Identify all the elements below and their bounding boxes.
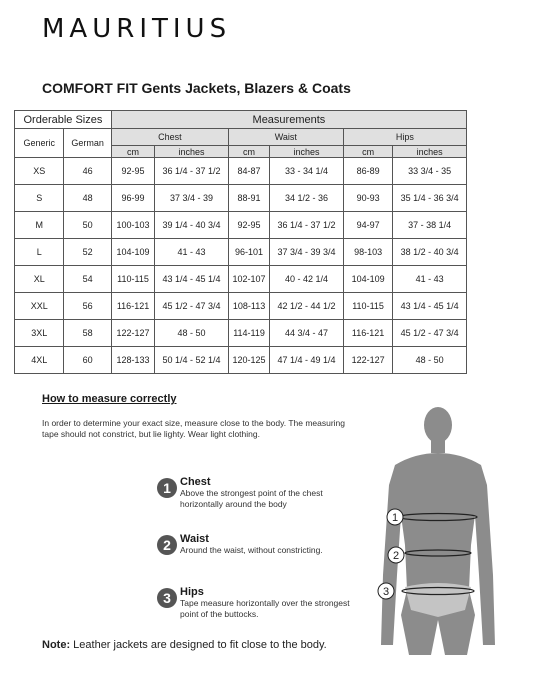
table-cell: XXL bbox=[15, 293, 64, 320]
waist-marker-label: 2 bbox=[392, 550, 400, 562]
table-cell: 116-121 bbox=[343, 320, 392, 347]
table-cell: XL bbox=[15, 266, 64, 293]
table-cell: 35 1/4 - 36 3/4 bbox=[393, 185, 467, 212]
table-cell: 41 - 43 bbox=[393, 266, 467, 293]
table-cell: 56 bbox=[64, 293, 111, 320]
table-cell: 42 1/2 - 44 1/2 bbox=[270, 293, 344, 320]
table-cell: 37 - 38 1/4 bbox=[393, 212, 467, 239]
german-header: German bbox=[64, 129, 111, 158]
table-cell: 96-101 bbox=[228, 239, 269, 266]
table-cell: 4XL bbox=[15, 347, 64, 374]
table-cell: 48 - 50 bbox=[155, 320, 229, 347]
measurements-header: Measurements bbox=[111, 111, 466, 129]
table-cell: 33 - 34 1/4 bbox=[270, 158, 344, 185]
step-title: Chest bbox=[180, 476, 211, 488]
table-cell: 45 1/2 - 47 3/4 bbox=[393, 320, 467, 347]
table-cell: 37 3/4 - 39 bbox=[155, 185, 229, 212]
page-title: COMFORT FIT Gents Jackets, Blazers & Coats bbox=[42, 80, 351, 96]
hips-cm-header: cm bbox=[343, 146, 392, 158]
table-row bbox=[15, 158, 467, 185]
table-cell: 34 1/2 - 36 bbox=[270, 185, 344, 212]
table-cell: 94-97 bbox=[343, 212, 392, 239]
step-title: Waist bbox=[180, 533, 209, 545]
step-description: Around the waist, without constricting. bbox=[180, 545, 323, 555]
table-cell: 33 3/4 - 35 bbox=[393, 158, 467, 185]
note-label: Note: bbox=[42, 639, 71, 651]
table-cell: 60 bbox=[64, 347, 111, 374]
table-row bbox=[15, 347, 467, 374]
step-description: Tape measure horizontally over the strongest point of the buttocks. bbox=[180, 598, 350, 619]
waist-header: Waist bbox=[228, 129, 343, 146]
table-cell: 122-127 bbox=[111, 320, 154, 347]
table-cell: 102-107 bbox=[228, 266, 269, 293]
table-cell: 110-115 bbox=[343, 293, 392, 320]
table-cell: 120-125 bbox=[228, 347, 269, 374]
table-cell: 88-91 bbox=[228, 185, 269, 212]
table-cell: 58 bbox=[64, 320, 111, 347]
table-cell: 100-103 bbox=[111, 212, 154, 239]
table-row bbox=[15, 239, 467, 266]
table-row bbox=[15, 266, 467, 293]
table-cell: 96-99 bbox=[111, 185, 154, 212]
table-cell: 48 bbox=[64, 185, 111, 212]
body-figure bbox=[375, 405, 501, 658]
table-cell: 92-95 bbox=[228, 212, 269, 239]
step-number-badge: 1 bbox=[157, 478, 177, 498]
table-cell: 38 1/2 - 40 3/4 bbox=[393, 239, 467, 266]
table-cell: S bbox=[15, 185, 64, 212]
table-cell: 36 1/4 - 37 1/2 bbox=[155, 158, 229, 185]
waist-cm-header: cm bbox=[228, 146, 269, 158]
howto-intro: In order to determine your exact size, measure close to the body. The measuring tape should not constrict, but lie lighty. Wear light clothing. bbox=[42, 418, 346, 439]
table-cell: 90-93 bbox=[343, 185, 392, 212]
brand-logo: MAURITIUS bbox=[42, 14, 232, 44]
table-cell: 39 1/4 - 40 3/4 bbox=[155, 212, 229, 239]
table-cell: 52 bbox=[64, 239, 111, 266]
waist-marker bbox=[388, 547, 404, 563]
table-cell: 47 1/4 - 49 1/4 bbox=[270, 347, 344, 374]
table-cell: 54 bbox=[64, 266, 111, 293]
table-cell: 92-95 bbox=[111, 158, 154, 185]
table-cell: 37 3/4 - 39 3/4 bbox=[270, 239, 344, 266]
table-cell: 114-119 bbox=[228, 320, 269, 347]
chest-cm-header: cm bbox=[111, 146, 154, 158]
chest-marker bbox=[387, 509, 403, 525]
table-row bbox=[15, 185, 467, 212]
table-cell: 86-89 bbox=[343, 158, 392, 185]
howto-heading: How to measure correctly bbox=[42, 393, 177, 405]
table-cell: 104-109 bbox=[111, 239, 154, 266]
table-cell: 40 - 42 1/4 bbox=[270, 266, 344, 293]
chest-header: Chest bbox=[111, 129, 228, 146]
table-cell: 41 - 43 bbox=[155, 239, 229, 266]
table-cell: 44 3/4 - 47 bbox=[270, 320, 344, 347]
orderable-sizes-header: Orderable Sizes bbox=[15, 111, 112, 129]
table-cell: 128-133 bbox=[111, 347, 154, 374]
size-table bbox=[14, 110, 467, 374]
table-cell: 43 1/4 - 45 1/4 bbox=[155, 266, 229, 293]
hips-header: Hips bbox=[343, 129, 466, 146]
waist-inches-header: inches bbox=[270, 146, 344, 158]
step-number-badge: 3 bbox=[157, 588, 177, 608]
note-text: Leather jackets are designed to fit close to the body. bbox=[70, 639, 327, 651]
hips-marker bbox=[378, 583, 394, 599]
table-cell: L bbox=[15, 239, 64, 266]
chest-marker-label: 1 bbox=[391, 512, 399, 524]
table-cell: 110-115 bbox=[111, 266, 154, 293]
table-row bbox=[15, 320, 467, 347]
table-cell: 46 bbox=[64, 158, 111, 185]
generic-header: Generic bbox=[15, 129, 64, 158]
table-cell: 43 1/4 - 45 1/4 bbox=[393, 293, 467, 320]
table-row bbox=[15, 212, 467, 239]
leather-note bbox=[42, 639, 327, 651]
table-cell: 45 1/2 - 47 3/4 bbox=[155, 293, 229, 320]
table-cell: 3XL bbox=[15, 320, 64, 347]
table-cell: 98-103 bbox=[343, 239, 392, 266]
table-cell: 84-87 bbox=[228, 158, 269, 185]
step-hips bbox=[157, 586, 350, 620]
table-row bbox=[15, 293, 467, 320]
table-cell: 108-113 bbox=[228, 293, 269, 320]
step-title: Hips bbox=[180, 586, 204, 598]
table-cell: 122-127 bbox=[343, 347, 392, 374]
step-waist bbox=[157, 533, 370, 556]
table-cell: 50 1/4 - 52 1/4 bbox=[155, 347, 229, 374]
table-cell: 48 - 50 bbox=[393, 347, 467, 374]
table-cell: 104-109 bbox=[343, 266, 392, 293]
step-number-badge: 2 bbox=[157, 535, 177, 555]
table-cell: 36 1/4 - 37 1/2 bbox=[270, 212, 344, 239]
step-chest bbox=[157, 476, 360, 510]
table-cell: 116-121 bbox=[111, 293, 154, 320]
table-cell: 50 bbox=[64, 212, 111, 239]
hips-inches-header: inches bbox=[393, 146, 467, 158]
table-cell: M bbox=[15, 212, 64, 239]
hips-marker-label: 3 bbox=[382, 586, 390, 598]
step-description: Above the strongest point of the chest horizontally around the body bbox=[180, 488, 323, 509]
chest-inches-header: inches bbox=[155, 146, 229, 158]
table-cell: XS bbox=[15, 158, 64, 185]
